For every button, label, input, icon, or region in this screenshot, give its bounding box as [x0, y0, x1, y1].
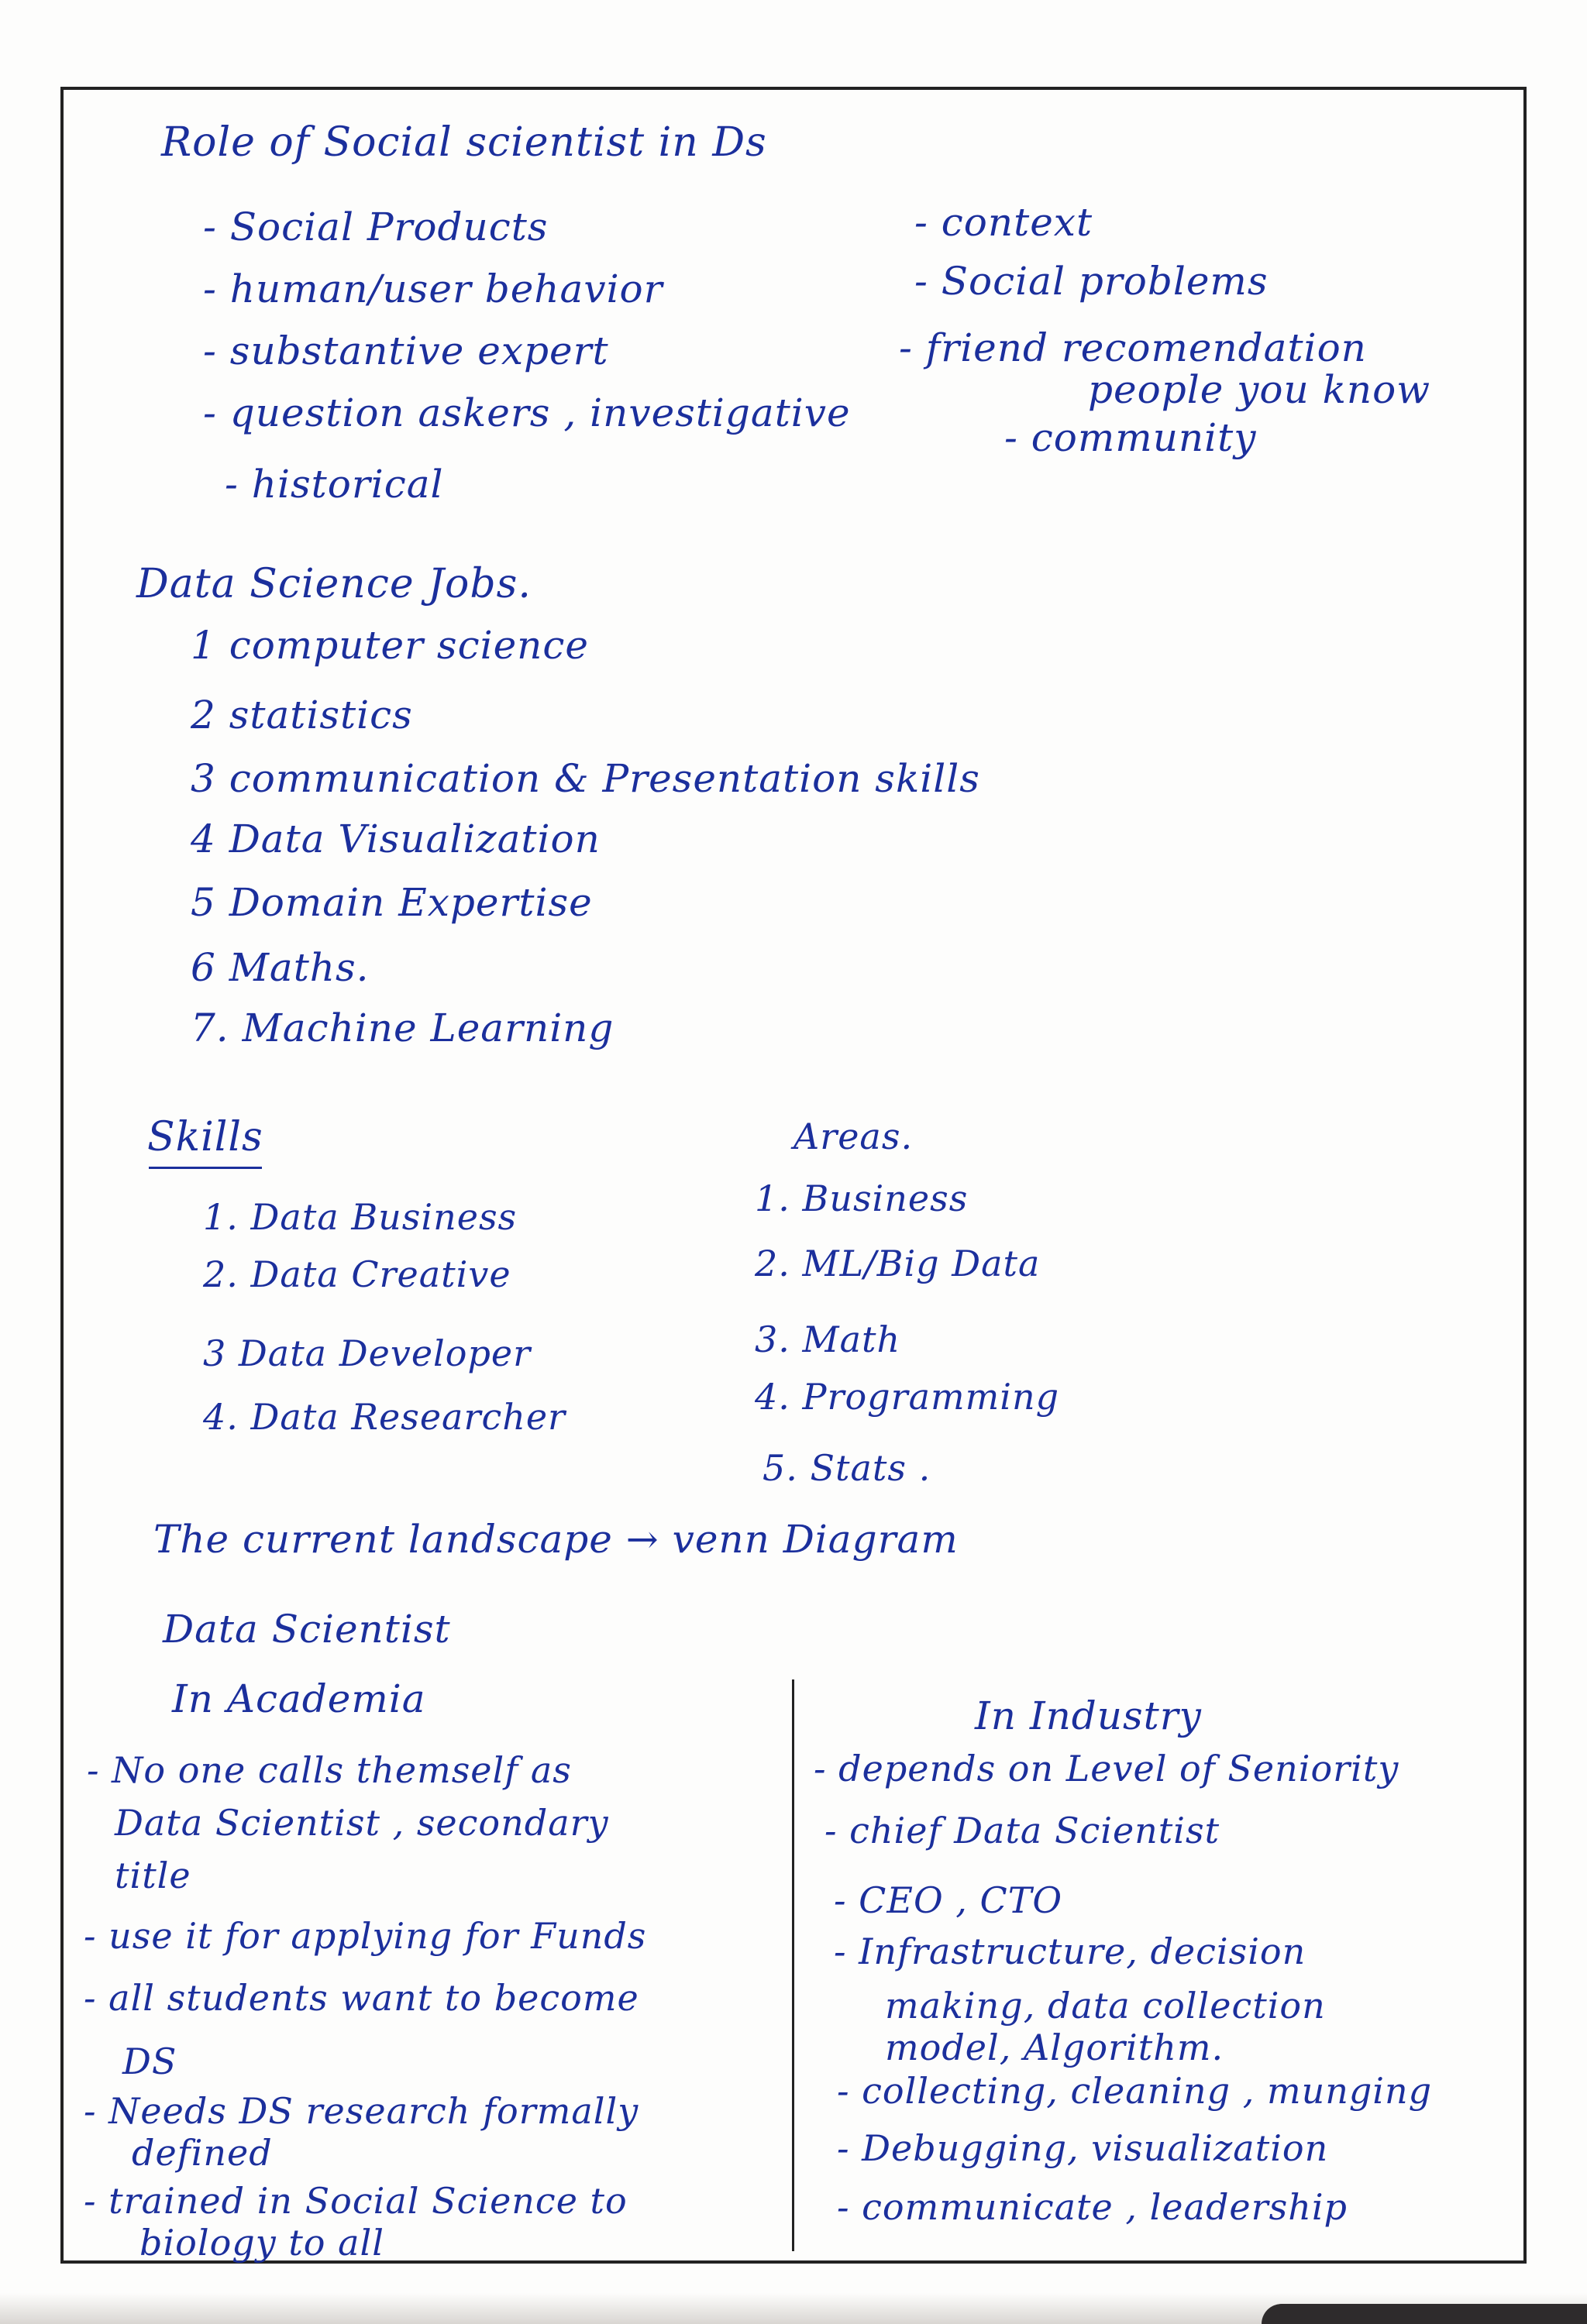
role-item-people-you-know: people you know — [1088, 367, 1431, 412]
area-item: 3. Math — [755, 1318, 901, 1360]
industry-item: - depends on Level of Seniority — [814, 1748, 1399, 1789]
job-item: 4 Data Visualization — [191, 816, 601, 861]
data-scientist-label: Data Scientist — [163, 1607, 451, 1652]
role-item-social-problems: - Social problems — [914, 259, 1269, 304]
job-item: 5 Domain Expertise — [191, 880, 593, 925]
job-item: 3 communication & Presentation skills — [191, 756, 980, 801]
job-item: 7. Machine Learning — [191, 1006, 614, 1050]
role-item-substantive-expert: - substantive expert — [203, 328, 609, 373]
skills-underline — [149, 1167, 262, 1169]
role-item-context: - context — [914, 200, 1093, 245]
academia-item: biology to all — [139, 2222, 384, 2264]
job-item: 1 computer science — [191, 623, 589, 668]
academia-heading: In Academia — [172, 1676, 426, 1721]
skill-item: 2. Data Creative — [203, 1253, 511, 1295]
area-item: 5. Stats . — [763, 1447, 931, 1489]
skills-heading: Skills — [147, 1114, 263, 1160]
areas-heading: Areas. — [794, 1116, 914, 1157]
academia-item: Data Scientist , secondary — [115, 1802, 609, 1844]
industry-item: making, data collection — [885, 1985, 1326, 2027]
academia-item: DS — [122, 2040, 177, 2082]
desk-background — [0, 2293, 1587, 2324]
skill-item: 1. Data Business — [203, 1196, 518, 1238]
academia-item: - trained in Social Science to — [84, 2180, 628, 2222]
role-item-user-behavior: - human/user behavior — [203, 266, 663, 311]
industry-item: - chief Data Scientist — [824, 1810, 1220, 1851]
area-item: 4. Programming — [755, 1376, 1060, 1418]
academia-item: - use it for applying for Funds — [84, 1915, 647, 1957]
jobs-heading: Data Science Jobs. — [136, 561, 532, 607]
page-title: Role of Social scientist in Ds — [161, 119, 767, 166]
job-item: 2 statistics — [191, 693, 413, 737]
role-item-social-products: - Social Products — [203, 205, 549, 249]
column-divider — [792, 1679, 794, 2251]
academia-item: defined — [132, 2132, 273, 2174]
industry-item: - CEO , CTO — [834, 1879, 1063, 1921]
skill-item: 4. Data Researcher — [203, 1396, 566, 1438]
academia-item: - No one calls themself as — [87, 1749, 572, 1791]
area-item: 2. ML/Big Data — [755, 1243, 1041, 1284]
role-item-question-askers: - question askers , investigative — [203, 390, 851, 435]
academia-item: - Needs DS research formally — [84, 2090, 639, 2132]
industry-item: - communicate , leadership — [837, 2186, 1348, 2228]
job-item: 6 Maths. — [191, 945, 370, 990]
academia-item: - all students want to become — [84, 1977, 639, 2019]
role-item-community: - community — [1004, 415, 1257, 460]
role-item-friend-recommendation: - friend recomendation — [899, 325, 1367, 370]
landscape-note: The current landscape → venn Diagram — [153, 1517, 959, 1562]
role-item-historical: - historical — [225, 462, 444, 507]
industry-item: model, Algorithm. — [885, 2027, 1224, 2068]
industry-item: - Infrastructure, decision — [834, 1930, 1306, 1972]
industry-item: - collecting, cleaning , munging — [837, 2070, 1433, 2112]
academia-item: title — [115, 1855, 191, 1896]
skill-item: 3 Data Developer — [203, 1332, 532, 1374]
area-item: 1. Business — [755, 1177, 969, 1219]
industry-item: - Debugging, visualization — [837, 2127, 1329, 2169]
industry-heading: In Industry — [975, 1693, 1202, 1738]
